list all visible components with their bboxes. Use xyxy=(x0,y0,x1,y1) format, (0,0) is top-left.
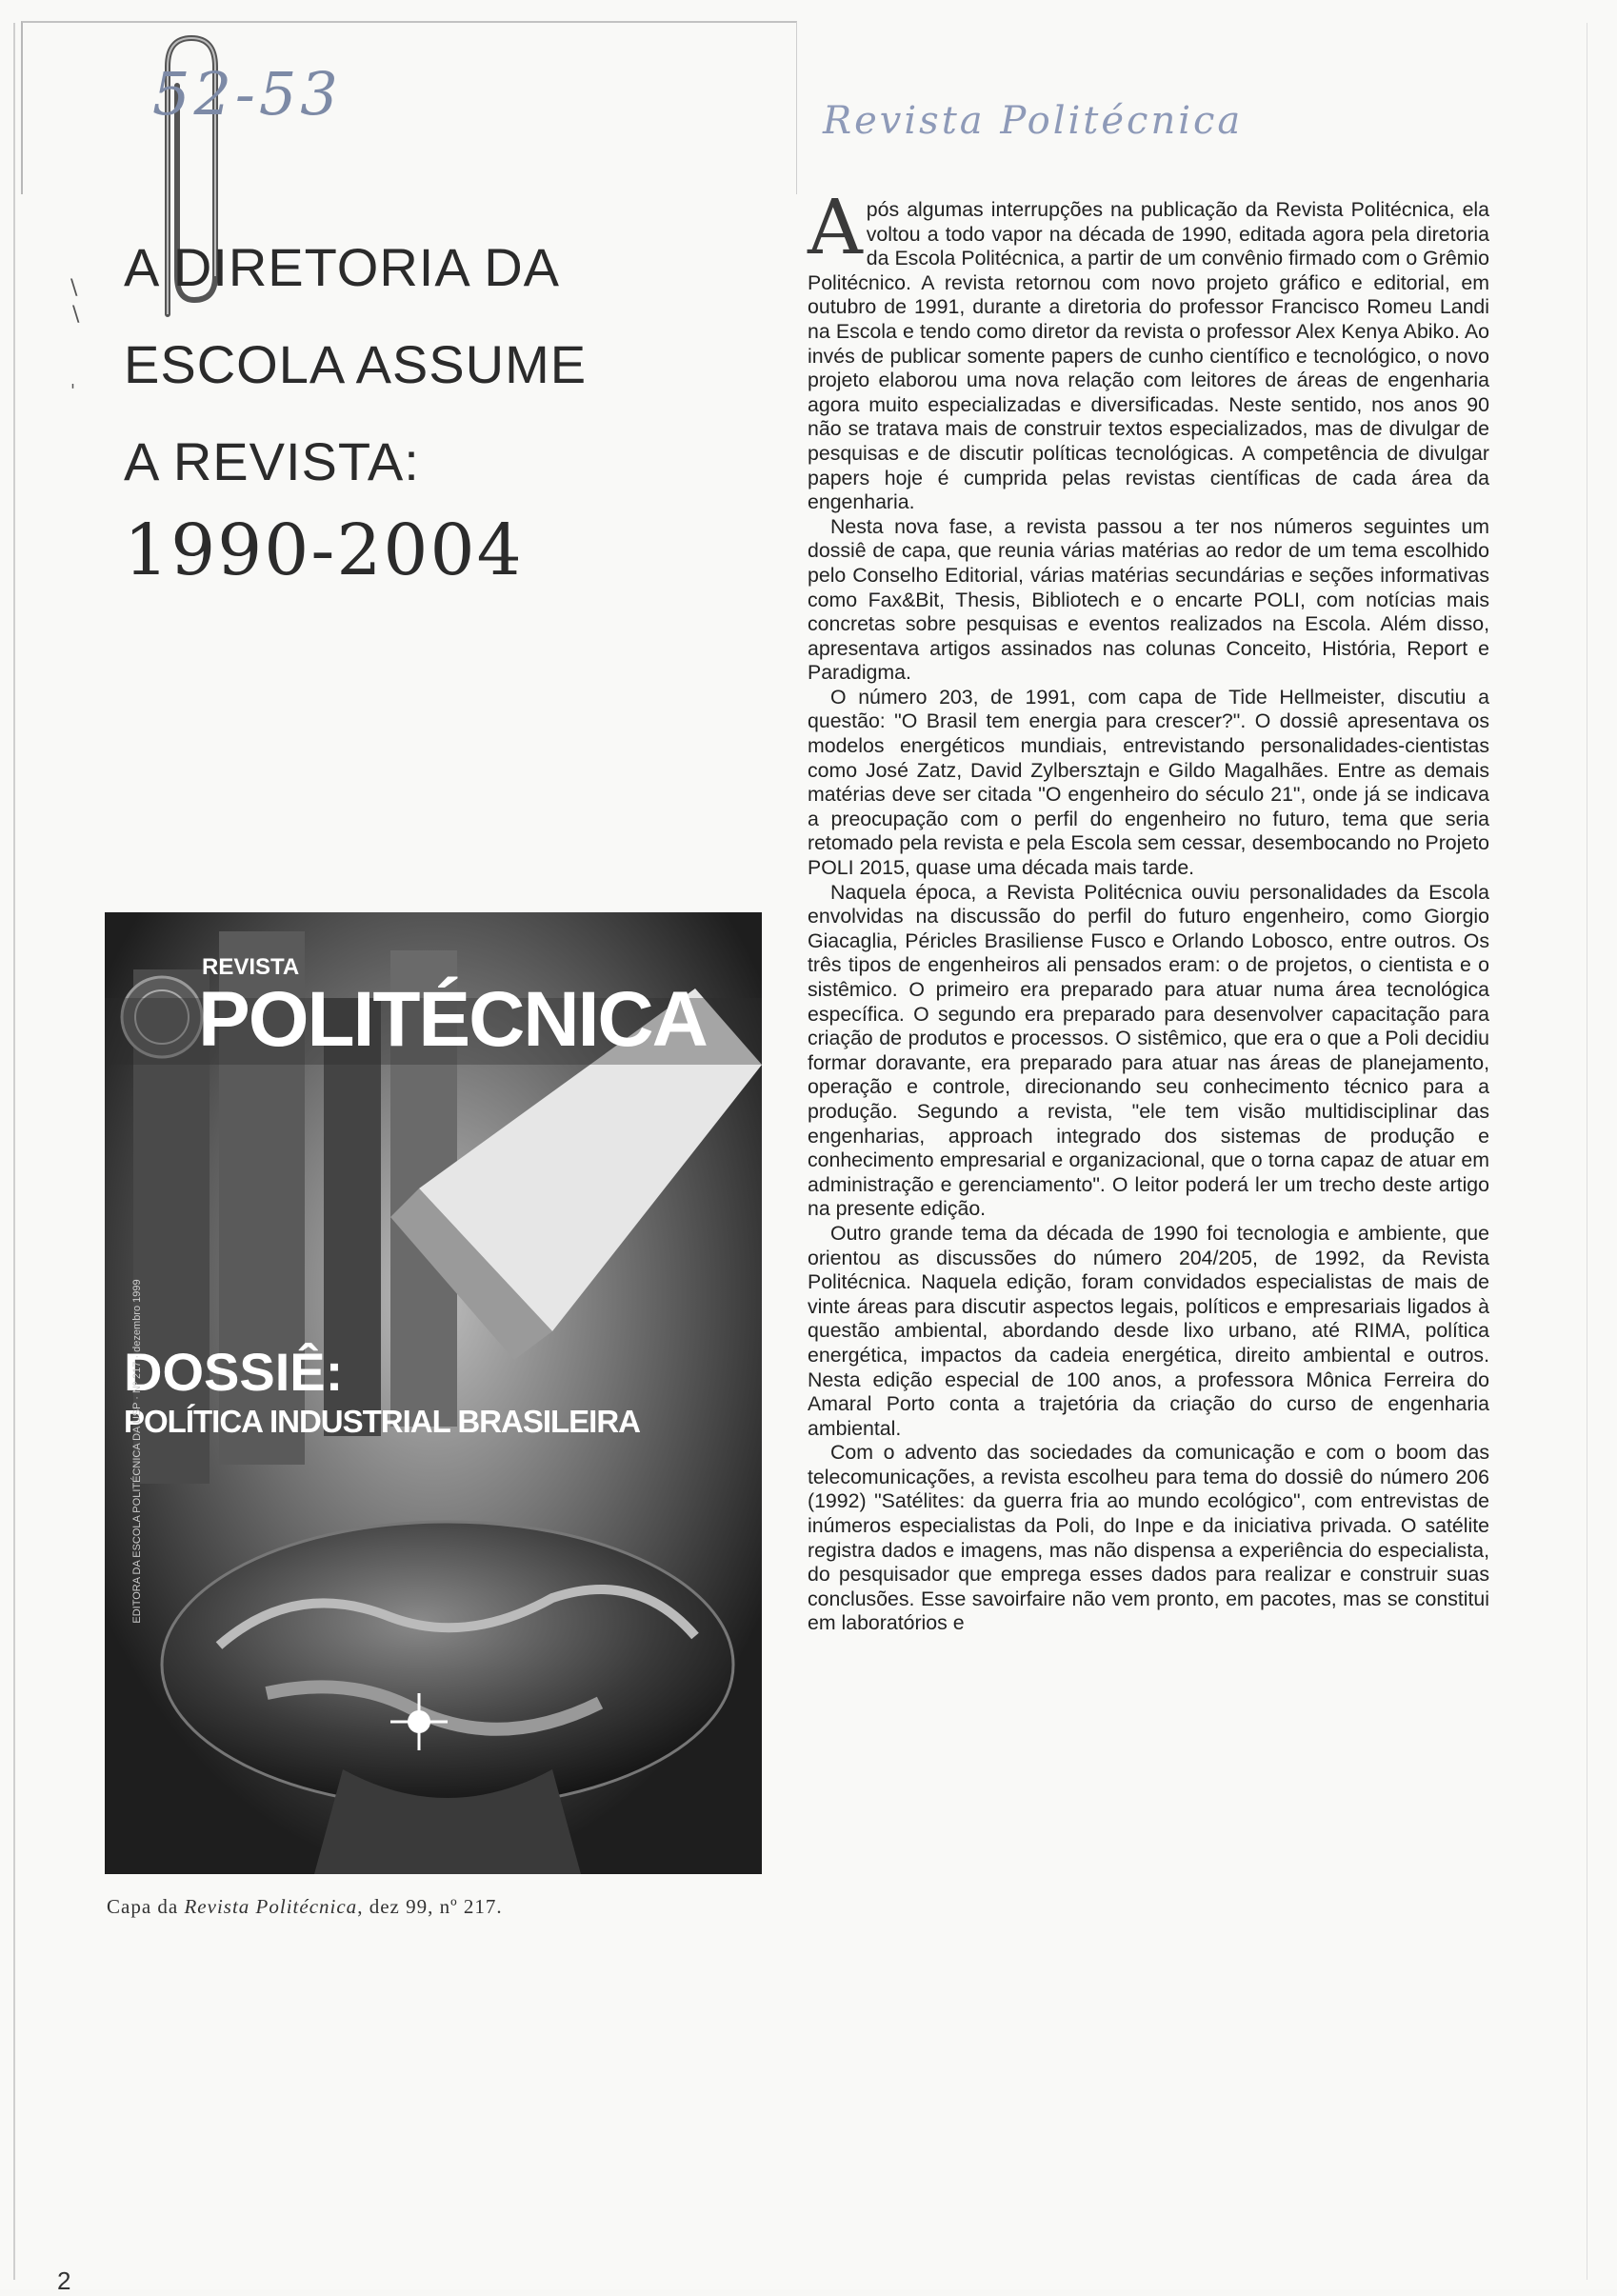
handwritten-magazine-name: Revista Politécnica xyxy=(823,99,1244,143)
paragraph-1-text: pós algumas interrupções na publicação da Revista Politécnica, ela voltou a todo vapor na década de 1990, editada agora pela diretoria da Escola Politécnica, a partir de um convênio firmado com o Grêmio Politécnico. A revista retornou com novo projeto gráfico e editorial, em outubro de 1991, durante a diretoria do professor Francisco Romeu Landi na Escola e tendo como diretor da revista o professor Alex Kenya Abiko. Ao invés de publicar somente papers de cunho científico e tecnológico, o novo projeto elaborou uma nova relação com leitores de áreas de engenharia agora muito especializadas e diversificadas. Neste sentido, nos anos 90 não se tratava mais de construir textos especializados, mas de divulgar de pesquisas e de discutir políticas tecnológicas. A competência de divulgar papers hoje é cumprida pelas revistas científicas de cada área da engenharia. xyxy=(808,198,1489,514)
handwritten-page-range: 52-53 xyxy=(152,59,342,129)
page-number: 2 xyxy=(57,2266,71,2295)
caption-suffix: , dez 99, nº 217. xyxy=(357,1895,503,1918)
magazine-cover-image xyxy=(105,912,762,1874)
paragraph-4: Naquela época, a Revista Politécnica ouviu personalidades da Escola envolvidas na discussão do perfil do futuro engenheiro, como Giorgio Giacaglia, Péricles Brasiliense Fusco e Orlando Lobosco, entre outros. Os três tipos de engenheiros ali pensados eram: o de projetos, o cientista e o sistêmico. O primeiro era preparado para atuar numa área tecnológica específica. O segundo era preparado para desenvolver capacitação para criação de produtos e processos. O sistêmico, que era o que a Poli decidiu formar doravante, era preparado para atuar nas áreas de planejamento, operação e controle, direcionando seu conhecimento técnico para a produção. Segundo a revista, "ele tem visão multidisciplinar das engenharias, approach integrado dos sistemas de produção e conhecimento empresarial e organizacional, que o torna capaz de atuar em administração e gerenciamento". O leitor poderá ler um trecho deste artigo na presente edição. xyxy=(808,880,1489,1221)
title-line-1: A DIRETORIA DA xyxy=(124,237,560,297)
article-body xyxy=(808,183,1489,1636)
scan-shadow-left xyxy=(13,23,15,2280)
title-line-2: ESCOLA ASSUME xyxy=(124,334,588,394)
cover-spine-text: EDITORA DA ESCOLA POLITÉCNICA DA USP · Nº 217 · dezembro 1999 xyxy=(131,1279,143,1624)
cover-dossie-topic: POLÍTICA INDUSTRIAL BRASILEIRA xyxy=(124,1404,641,1439)
cover-politecnica-label: POLITÉCNICA xyxy=(198,976,707,1063)
paragraph-5: Outro grande tema da década de 1990 foi tecnologia e ambiente, que orientou as discussões do número 204/205, de 1992, da Revista Politécnica. Naquela edição, foram convidados especialistas de mais de vinte áreas para discutir aspectos legais, políticos e empresariais ligados à questão ambiental, abordando desde lixo urbano, até RIMA, política energética, impactos da cadeia energética, direito ambiental e outros. Nesta edição especial de 100 anos, a professora Mônica Ferreira do Amaral Porto conta a trajetória da criação do curso de engenharia ambiental. xyxy=(808,1221,1489,1440)
scan-speck: \ xyxy=(72,303,80,327)
figure-caption xyxy=(107,1895,503,1919)
cover-revista-label: REVISTA xyxy=(202,954,300,980)
caption-magazine-title: Revista Politécnica xyxy=(184,1895,358,1918)
attached-sheet-edge xyxy=(21,21,797,194)
article-title xyxy=(124,219,790,510)
paragraph-3: O número 203, de 1991, com capa de Tide Hellmeister, discutiu a questão: "O Brasil tem energia para crescer?". O dossiê apresentava os modelos energéticos mundiais, entrevistando personalidades-cientistas como José Zatz, David Zylbersztajn e Gildo Magalhães. Entre as demais matérias deve ser citada "O engenheiro do século 21", onde já se indicava a preocupação com o perfil do engenheiro no futuro, tema que seria retomado pela revista e pela Escola sem cessar, desembocando no Projeto POLI 2015, quase uma década mais tarde. xyxy=(808,685,1489,880)
scan-speck: ' xyxy=(70,381,75,401)
paragraph-2: Nesta nova fase, a revista passou a ter nos números seguintes um dossiê de capa, que reunia várias matérias ao redor de um tema escolhido pelo Conselho Editorial, várias matérias secundárias e seções informativas como Fax&Bit, Thesis, Bibliotech e o encarte POLI, com notícias mais concretas sobre pesquisas e eventos realizados na Escola. Além disso, apresentava artigos assinados nas colunas Conceito, História, Report e Paradigma. xyxy=(808,514,1489,685)
title-line-3: A REVISTA: xyxy=(124,431,420,491)
title-years: 1990-2004 xyxy=(124,509,524,591)
caption-prefix: Capa da xyxy=(107,1895,185,1918)
cover-dossie-label: DOSSIÊ: xyxy=(124,1342,344,1402)
drop-cap: A xyxy=(808,183,863,271)
paragraph-1 xyxy=(808,183,1489,515)
scan-speck: \ xyxy=(70,276,78,300)
paragraph-6: Com o advento das sociedades da comunicação e com o boom das telecomunicações, a revista escolheu para tema do dossiê do número 206 (1992) "Satélites: da guerra fria ao mundo ecológico", com entrevistas de inúmeros especialistas da Poli, do Inpe e da iniciativa privada. O satélite registra dados e imagens, mas não dispensa a experiência do especialista, do pesquisador que emprega esses dados para realizar e construir suas conclusões. Esse savoirfaire não vem pronto, em pacotes, mas se constitui em laboratórios e xyxy=(808,1441,1489,1635)
